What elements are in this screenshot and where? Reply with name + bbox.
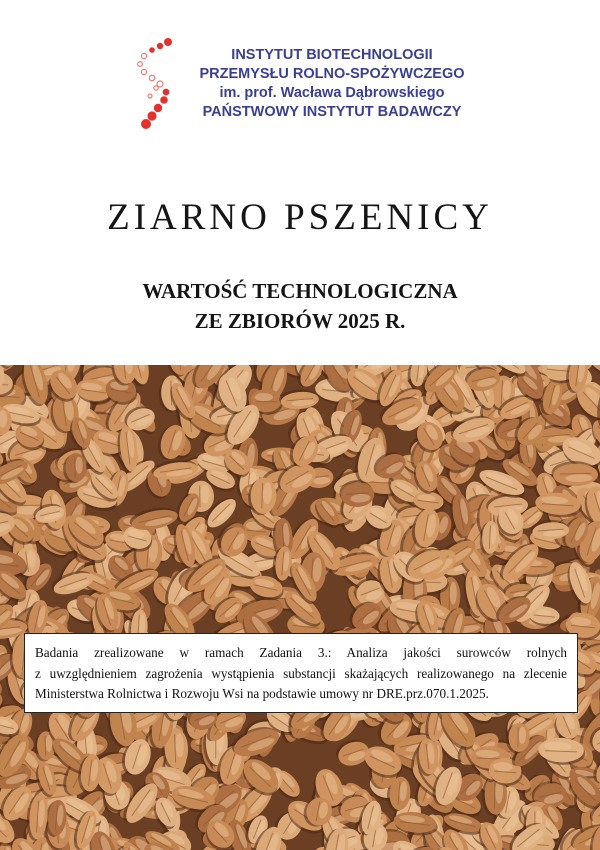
- document-subtitle: [0, 276, 600, 336]
- institute-name-line: PAŃSTWOWY INSTYTUT BADAWCZY: [202, 104, 462, 120]
- logo-dot: [147, 111, 156, 120]
- logo-dot: [149, 75, 155, 81]
- funding-note-line: Badania zrealizowane w ramach Zadania 3.: Analiza jakości surowców rolnych: [35, 645, 567, 660]
- dna-dots-icon: [130, 36, 180, 136]
- funding-note-line: Ministerstwa Rolnictwa i Rozwoju Wsi na podstawie umowy nr DRE.prz.070.1.2025.: [35, 686, 489, 702]
- logo-dot: [148, 94, 152, 98]
- funding-note-line: z uwzględnieniem zagrożenia wystąpienia substancji skażających realizowanego na zlecenie: [35, 665, 567, 681]
- logo-dot: [149, 47, 155, 53]
- institute-name-line: PRZEMYSŁU ROLNO-SPOŻYWCZEGO: [199, 66, 465, 82]
- logo-dot: [141, 119, 151, 129]
- wheat-grains-image: [0, 365, 600, 850]
- subtitle-line: ZE ZBIORÓW 2025 R.: [194, 309, 406, 333]
- wheat-grain-photo: [0, 365, 600, 850]
- logo-dot: [141, 69, 146, 74]
- logo-dot: [164, 38, 172, 46]
- document-title: ZIARNO PSZENICY: [107, 197, 493, 238]
- logo-dot: [157, 43, 163, 49]
- institute-name-line: INSTYTUT BIOTECHNOLOGII: [231, 47, 433, 63]
- logo-dot: [138, 62, 143, 67]
- institute-logo: [130, 36, 490, 136]
- logo-dot: [163, 89, 170, 96]
- logo-dot: [141, 53, 146, 58]
- logo-dot: [154, 104, 162, 112]
- logo-dot: [154, 86, 158, 90]
- institute-name: [182, 46, 482, 122]
- cover-header: [0, 0, 600, 365]
- funding-note: [24, 633, 578, 713]
- logo-dot: [160, 96, 168, 104]
- subtitle-line: WARTOŚĆ TECHNOLOGICZNA: [142, 279, 458, 303]
- institute-name-line: im. prof. Wacława Dąbrowskiego: [219, 85, 445, 101]
